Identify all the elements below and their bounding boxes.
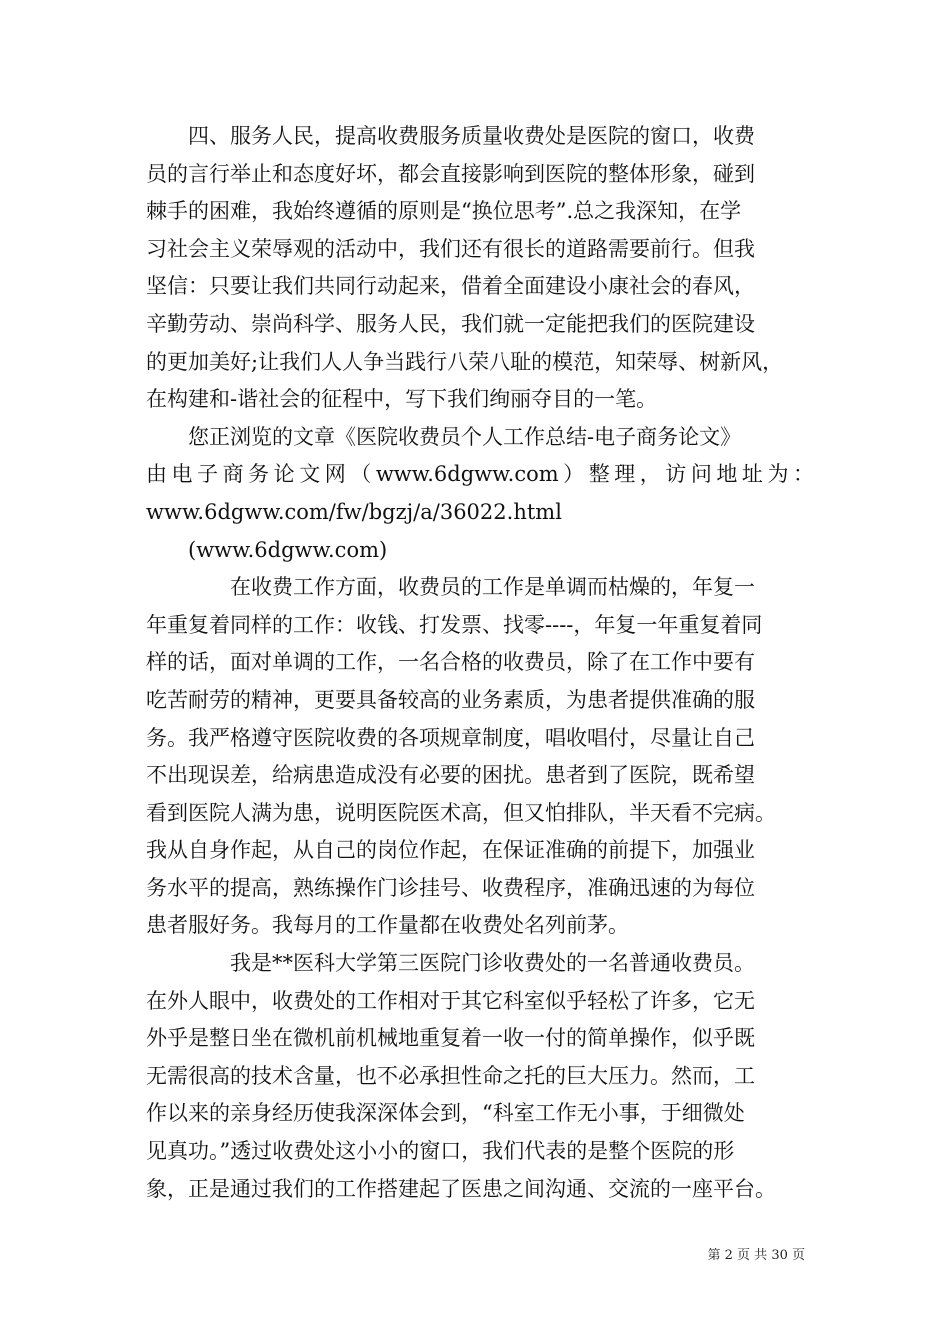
text-line: 在构建和-谐社会的征程中，写下我们绚丽夺目的一笔。 (146, 387, 658, 412)
text-line: 年重复着同样的工作：收钱、打发票、找零----，年复一年重复着同 (146, 612, 763, 637)
text-line: 见真功。”透过收费处这小小的窗口，我们代表的是整个医院的形 (146, 1139, 735, 1164)
text-line: 在外人眼中，收费处的工作相对于其它科室似乎轻松了许多，它无 (146, 988, 755, 1013)
page-number: 第 2 页 共 30 页 (707, 1248, 805, 1263)
text-line: 您正浏览的文章《医院收费员个人工作总结-电子商务论文》 (146, 424, 742, 449)
text-line: 辛勤劳动、崇尚科学、服务人民，我们就一定能把我们的医院建设 (146, 311, 755, 336)
paragraph-site-link (146, 532, 814, 570)
text-line: 我是**医科大学第三医院门诊收费处的一名普通收费员。 (146, 951, 755, 976)
paragraph-cashier-work (146, 569, 814, 945)
text-line: 外乎是整日坐在微机前机械地重复着一收一付的简单操作，似乎既 (146, 1026, 755, 1051)
text-line: 务。我严格遵守医院收费的各项规章制度，唱收唱付，尽量让自己 (146, 725, 755, 750)
paragraph-source-notice (146, 419, 814, 532)
text-line: 看到医院人满为患，说明医院医术高，但又怕排队，半天看不完病。 (146, 800, 776, 825)
text-line: 我从自身作起，从自己的岗位作起，在保证准确的前提下，加强业 (146, 838, 755, 863)
text-line: 坚信：只要让我们共同行动起来，借着全面建设小康社会的春风， (146, 274, 755, 299)
text-line: 由电子商务论文网（www.6dgww.com）整理，访问地址为： (146, 462, 814, 487)
text-line: 的更加美好;让我们人人争当践行八荣八耻的模范，知荣辱、树新风， (146, 349, 784, 374)
text-line: 患者服好务。我每月的工作量都在收费处名列前茅。 (146, 913, 629, 938)
text-line: 不出现误差，给病患造成没有必要的困扰。患者到了医院，既希望 (146, 763, 755, 788)
text-line: 员的言行举止和态度好坏，都会直接影响到医院的整体形象，碰到 (146, 161, 755, 186)
text-line: 样的话，面对单调的工作，一名合格的收费员，除了在工作中要有 (146, 650, 755, 675)
text-line: 四、服务人民，提高收费服务质量收费处是医院的窗口，收费 (146, 124, 755, 148)
source-url[interactable]: www.6dgww.com/fw/bgzj/a/36022.html (146, 499, 562, 524)
site-url[interactable]: (www.6dgww.com) (146, 537, 388, 562)
document-body (146, 118, 814, 1208)
text-line: 棘手的困难，我始终遵循的原则是“换位思考”.总之我深知，在学 (146, 199, 742, 224)
text-line: 在收费工作方面，收费员的工作是单调而枯燥的，年复一 (146, 575, 755, 600)
text-line: 作以来的亲身经历使我深深体会到，“科室工作无小事，于细微处 (146, 1101, 745, 1126)
paragraph-self-intro (146, 945, 814, 1208)
text-line: 吃苦耐劳的精神，更要具备较高的业务素质，为患者提供准确的服 (146, 687, 755, 712)
text-line: 无需很高的技术含量，也不必承担性命之托的巨大压力。然而，工 (146, 1063, 755, 1088)
text-line: 象，正是通过我们的工作搭建起了医患之间沟通、交流的一座平台。 (146, 1176, 776, 1201)
paragraph-service-people (146, 118, 814, 419)
text-line: 习社会主义荣辱观的活动中，我们还有很长的道路需要前行。但我 (146, 236, 755, 261)
text-line: 务水平的提高，熟练操作门诊挂号、收费程序，准确迅速的为每位 (146, 875, 755, 900)
